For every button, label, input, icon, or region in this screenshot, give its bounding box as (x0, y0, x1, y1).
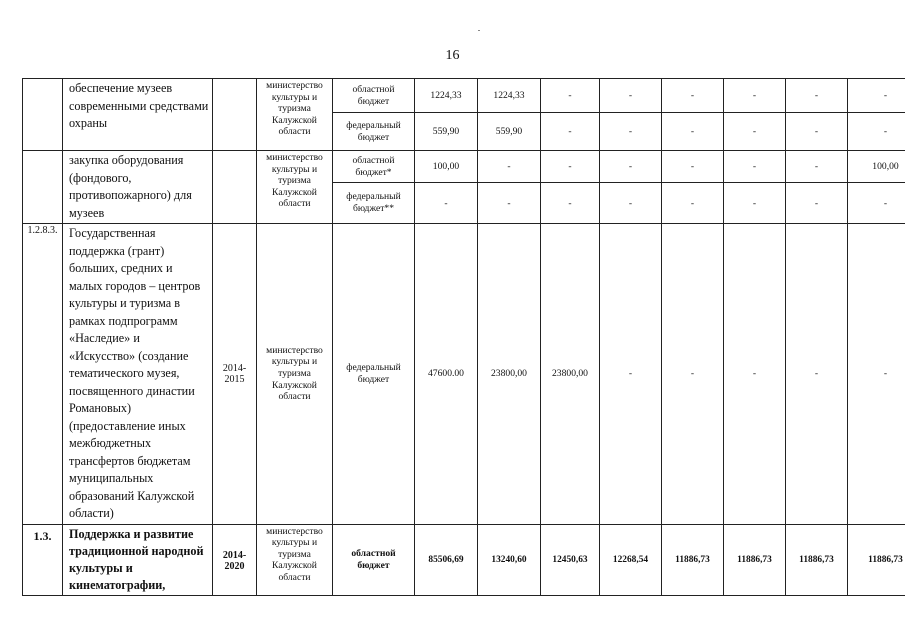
value-2016: - (600, 151, 662, 183)
value-2014: 13240,60 (478, 524, 541, 595)
value-2020: - (848, 224, 905, 525)
value-2020: - (848, 183, 905, 224)
value-2015: - (541, 79, 600, 113)
value-2017: - (662, 183, 724, 224)
value-2020: - (848, 79, 905, 113)
item-period: 2014-2015 (213, 224, 257, 525)
scan-speck (478, 30, 480, 31)
value-2019: - (786, 183, 848, 224)
value-total: 100,00 (415, 151, 478, 183)
table-row (23, 79, 905, 113)
value-2019: - (786, 224, 848, 525)
value-2020: 100,00 (848, 151, 905, 183)
funding-source: федеральный бюджет (333, 113, 415, 151)
value-2016: 12268,54 (600, 524, 662, 595)
item-executor: министерство культуры и туризма Калужской области (257, 151, 333, 224)
value-2020: - (848, 113, 905, 151)
value-2019: - (786, 79, 848, 113)
item-name: обеспечение музеев современными средствами охраны (63, 79, 213, 151)
item-period: 2014-2020 (213, 524, 257, 595)
value-2018: - (724, 151, 786, 183)
item-executor: министерство культуры и туризма Калужской области (257, 79, 333, 151)
value-total: 559,90 (415, 113, 478, 151)
table-row-section (23, 524, 905, 595)
value-total: 1224,33 (415, 79, 478, 113)
value-2015: - (541, 113, 600, 151)
funding-source: федеральный бюджет** (333, 183, 415, 224)
value-2018: - (724, 79, 786, 113)
value-total: 85506,69 (415, 524, 478, 595)
item-executor: министерство культуры и туризма Калужской области (257, 224, 333, 525)
value-2018: - (724, 224, 786, 525)
value-2020: 11886,73 (848, 524, 905, 595)
value-2014: 23800,00 (478, 224, 541, 525)
value-2019: - (786, 113, 848, 151)
value-2016: - (600, 224, 662, 525)
budget-table (22, 78, 905, 596)
value-2019: 11886,73 (786, 524, 848, 595)
funding-source: областной бюджет* (333, 151, 415, 183)
table-row (23, 224, 905, 525)
value-total: 47600.00 (415, 224, 478, 525)
funding-source: областной бюджет (333, 524, 415, 595)
value-2017: - (662, 224, 724, 525)
value-2014: 1224,33 (478, 79, 541, 113)
table-row (23, 151, 905, 183)
value-2016: - (600, 113, 662, 151)
item-name: закупка оборудования (фондового, противопожарного) для музеев (63, 151, 213, 224)
value-2014: - (478, 183, 541, 224)
funding-source: федеральный бюджет (333, 224, 415, 525)
value-2017: 11886,73 (662, 524, 724, 595)
item-number: 1.2.8.3. (23, 224, 63, 525)
value-2015: - (541, 183, 600, 224)
value-2018: - (724, 113, 786, 151)
page-number: 16 (445, 48, 460, 63)
value-2015: 12450,63 (541, 524, 600, 595)
item-period (213, 79, 257, 151)
value-2017: - (662, 151, 724, 183)
value-2016: - (600, 79, 662, 113)
value-2014: 559,90 (478, 113, 541, 151)
item-number: 1.3. (23, 524, 63, 595)
value-2018: 11886,73 (724, 524, 786, 595)
funding-source: областной бюджет (333, 79, 415, 113)
item-number (23, 151, 63, 224)
item-name: Государственная поддержка (грант) больших, средних и малых городов – центров культуры и туризма в рамках подпрограмм «Наследие» и «Искусство» (создание тематического музея, посвященного династии Романовых) (предоставление иных межбюджетных трансфертов бюджетам муниципальных образований Калужской области) (63, 224, 213, 525)
value-total: - (415, 183, 478, 224)
value-2017: - (662, 79, 724, 113)
value-2018: - (724, 183, 786, 224)
value-2019: - (786, 151, 848, 183)
value-2015: 23800,00 (541, 224, 600, 525)
value-2015: - (541, 151, 600, 183)
value-2014: - (478, 151, 541, 183)
item-period (213, 151, 257, 224)
item-executor: министерство культуры и туризма Калужской области (257, 524, 333, 595)
value-2016: - (600, 183, 662, 224)
value-2017: - (662, 113, 724, 151)
item-name: Поддержка и развитие традиционной народной культуры и кинематографии, (63, 524, 213, 595)
item-number (23, 79, 63, 151)
